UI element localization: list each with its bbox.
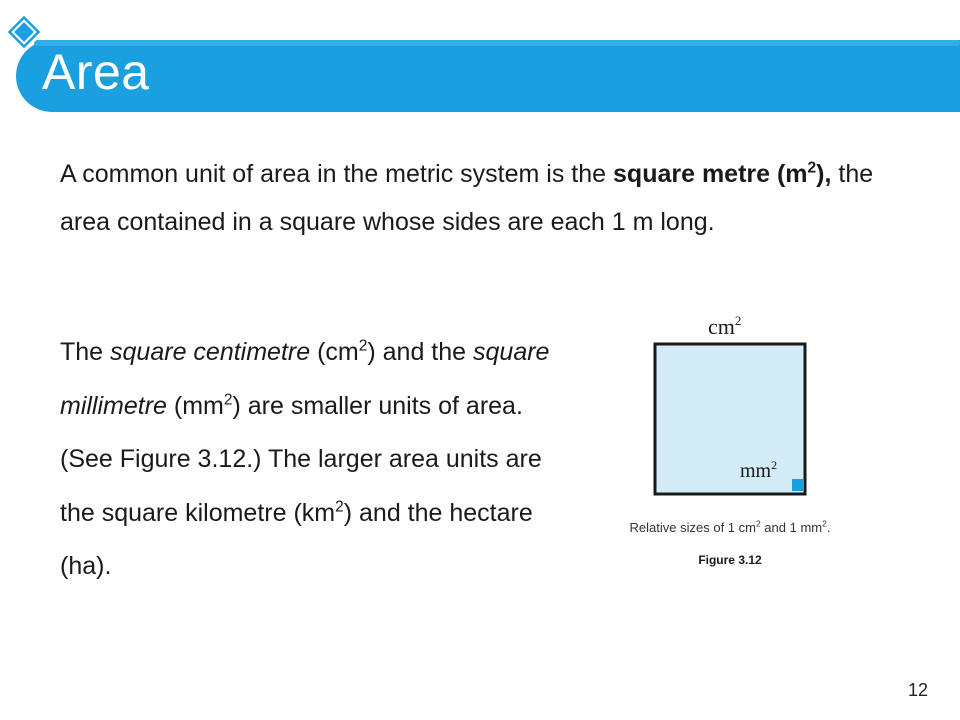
superscript-mm: 2	[223, 391, 233, 409]
intro-term-text: square metre (m	[613, 160, 808, 188]
slide-title: Area	[42, 44, 150, 100]
intro-term-superscript: 2	[807, 159, 817, 177]
units-text-3: ) and the	[367, 338, 474, 366]
figure-label-cm-text: cm	[708, 314, 735, 339]
caption-text-1: Relative sizes of 1 cm	[629, 520, 756, 535]
figure-area-comparison	[640, 306, 820, 506]
figure-label-mm-text: mm	[740, 460, 772, 482]
units-text-1: The	[60, 338, 111, 366]
figure-number-label: Figure 3.12	[698, 553, 762, 567]
paragraph-units	[60, 326, 580, 594]
units-text-6: ) and the hectare (ha).	[60, 498, 533, 580]
intro-text-1: A common unit of area in the metric system is the	[60, 160, 614, 188]
title-bar-highlight	[34, 40, 960, 46]
title-bar	[16, 40, 960, 112]
square-millimetre-box	[792, 479, 804, 491]
figure-caption	[560, 519, 900, 537]
caption-superscript-1: 2	[755, 518, 761, 529]
caption-superscript-2: 2	[822, 518, 827, 529]
intro-term-end: ),	[816, 160, 832, 188]
diamond-icon	[2, 10, 46, 54]
figure-label-cm-superscript: 2	[734, 313, 742, 328]
intro-text-2: the area contained in a square whose sides are each 1 m long.	[60, 160, 874, 236]
superscript-cm: 2	[358, 337, 368, 355]
intro-term	[613, 160, 831, 188]
units-text-4: (mm	[166, 391, 224, 420]
square-centimetre-box	[655, 344, 805, 494]
term-square-centimetre: square centimetre	[110, 338, 311, 366]
figure-label-cm	[708, 313, 741, 339]
caption-text-3: .	[826, 520, 831, 535]
caption-text-2: and 1 mm	[760, 520, 823, 535]
units-text-2: (cm	[310, 338, 359, 366]
page-number: 12	[907, 680, 929, 700]
paragraph-intro	[60, 150, 890, 246]
figure-label-mm-superscript: 2	[771, 458, 778, 472]
units-text-5: ) are smaller units of area. (See Figure 3.12.) The larger area units are the square kilometre (km	[60, 391, 542, 527]
superscript-km: 2	[335, 498, 344, 516]
term-square-millimetre: square millimetre	[60, 338, 550, 420]
